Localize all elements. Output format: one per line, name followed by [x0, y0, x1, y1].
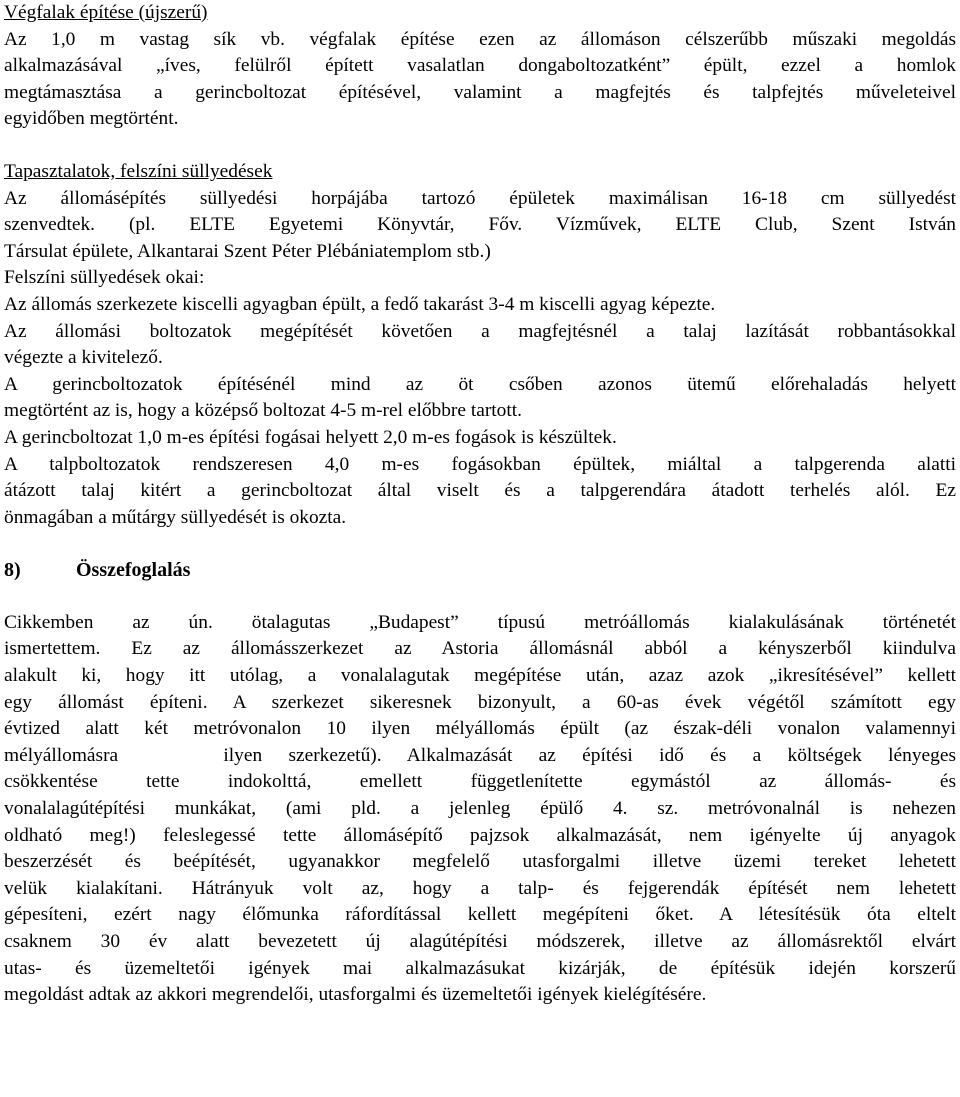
- paragraph-line: utas- és üzemeltetői igények mai alkalmazásukat kizárják, de építésük idején korszerű: [4, 957, 956, 979]
- paragraph-line: Felszíni süllyedések okai:: [4, 267, 205, 289]
- section-heading-end-walls: Végfalak építése (újszerű): [4, 2, 208, 23]
- paragraph-line: végezte a kivitelező.: [4, 347, 163, 369]
- paragraph-line: egy állomást építeni. A szerkezet sikeresnek bizonyult, a 60-as évek végétől számított egy: [4, 691, 956, 713]
- paragraph-line: Az állomásépítés süllyedési horpájába tartozó épületek maximálisan 16-18 cm süllyedést: [4, 187, 956, 209]
- paragraph-line: mélyállomásra ilyen szerkezetű). Alkalmazását az építési idő és a költségek lényeges: [4, 744, 956, 766]
- spacer: [4, 531, 956, 557]
- summary-heading: [4, 557, 956, 584]
- paragraph-line: ismertettem. Ez az állomásszerkezet az Astoria állomásnál abból a kényszerből kiindulva: [4, 638, 956, 660]
- spacer: [4, 584, 956, 610]
- paragraph-line: csaknem 30 év alatt bevezetett új alagútépítési módszerek, illetve az állomásrektől elvárt: [4, 931, 956, 952]
- paragraph-line: csökkentése tette indokolttá, emellett függetlenítette egymástól az állomás- és: [4, 771, 956, 793]
- paragraph-line: Az 1,0 m vastag sík vb. végfalak építése ezen az állomáson célszerűbb műszaki megoldás: [4, 28, 956, 50]
- spacer: [4, 133, 956, 159]
- paragraph-line: alkalmazásával „íves, felülről épített vasalatlan dongaboltozatként” épült, ezzel a homlok: [4, 55, 956, 77]
- paragraph-line: megtörtént az is, hogy a középső boltozat 4-5 m-rel előbbre tartott.: [4, 400, 522, 422]
- paragraph-line: önmagában a műtárgy süllyedését is okozta.: [4, 506, 347, 528]
- paragraph-line: Az állomás szerkezete kiscelli agyagban épült, a fedő takarást 3-4 m kiscelli agyag képezte.: [4, 293, 716, 315]
- paragraph-line: gépesíteni, ezért nagy élőmunka ráfordítással kellett megépíteni őket. A létesítésük óta eltelt: [4, 904, 956, 926]
- paragraph-line: alakult ki, hogy itt utólag, a vonalalagutak megépítése után, azaz azok „ikresítésével” kellett: [4, 665, 956, 687]
- section-heading-subsidence: Tapasztalatok, felszíni süllyedések: [4, 160, 273, 182]
- summary-heading-title: Összefoglalás: [76, 559, 191, 582]
- paragraph-line: A talpboltozatok rendszeresen 4,0 m-es fogásokban épültek, miáltal a talpgerenda alatti: [4, 453, 956, 475]
- paragraph-line: beszerzését és beépítését, ugyanakkor megfelelő utasforgalmi illetve üzemi tereket lehetett: [4, 851, 956, 873]
- paragraph-line: Az állomási boltozatok megépítését követően a magfejtésnél a talaj lazítását robbantásokkal: [4, 320, 956, 342]
- paragraph-line: egyidőben megtörtént.: [4, 108, 179, 130]
- paragraph-line: szenvedtek. (pl. ELTE Egyetemi Könyvtár, Főv. Vízművek, ELTE Club, Szent István: [4, 214, 956, 236]
- paragraph-line: Cikkemben az ún. ötalagutas „Budapest” típusú metróállomás kialakulásának történetét: [4, 611, 956, 633]
- paragraph-line: megoldást adtak az akkori megrendelői, utasforgalmi és üzemeltetői igények kielégítésére.: [4, 984, 707, 1006]
- paragraph-line: vonalalagútépítési munkákat, (ami pld. a jelenleg épülő 4. sz. metróvonalnál is nehezen: [4, 798, 956, 820]
- paragraph-line: velük kialakítani. Hátrányuk volt az, hogy a talp- és fejgerendák építését nem lehetett: [4, 877, 956, 899]
- paragraph-line: évtized alatt két metróvonalon 10 ilyen mélyállomás épült (az észak-déli vonalon valamennyi: [4, 718, 956, 740]
- paragraph-line: megtámasztása a gerincboltozat építésével, valamint a magfejtés és talpfejtés műveleteivel: [4, 81, 956, 103]
- paragraph-line: oldható meg!) feleslegessé tette állomásépítő pajzsok alkalmazását, nem igényelte új anyagok: [4, 824, 956, 846]
- paragraph-line: átázott talaj kitért a gerincboltozat által viselt és a talpgerendára átadott terhelés alól. Ez: [4, 480, 956, 502]
- paragraph-line: A gerincboltozat 1,0 m-es építési fogásai helyett 2,0 m-es fogások is készültek.: [4, 426, 617, 448]
- paragraph-line: A gerincboltozatok építésénél mind az öt csőben azonos ütemű előrehaladás helyett: [4, 373, 956, 395]
- summary-heading-number: 8): [4, 559, 21, 582]
- paragraph-line: Társulat épülete, Alkantarai Szent Péter Plébániatemplom stb.): [4, 240, 491, 262]
